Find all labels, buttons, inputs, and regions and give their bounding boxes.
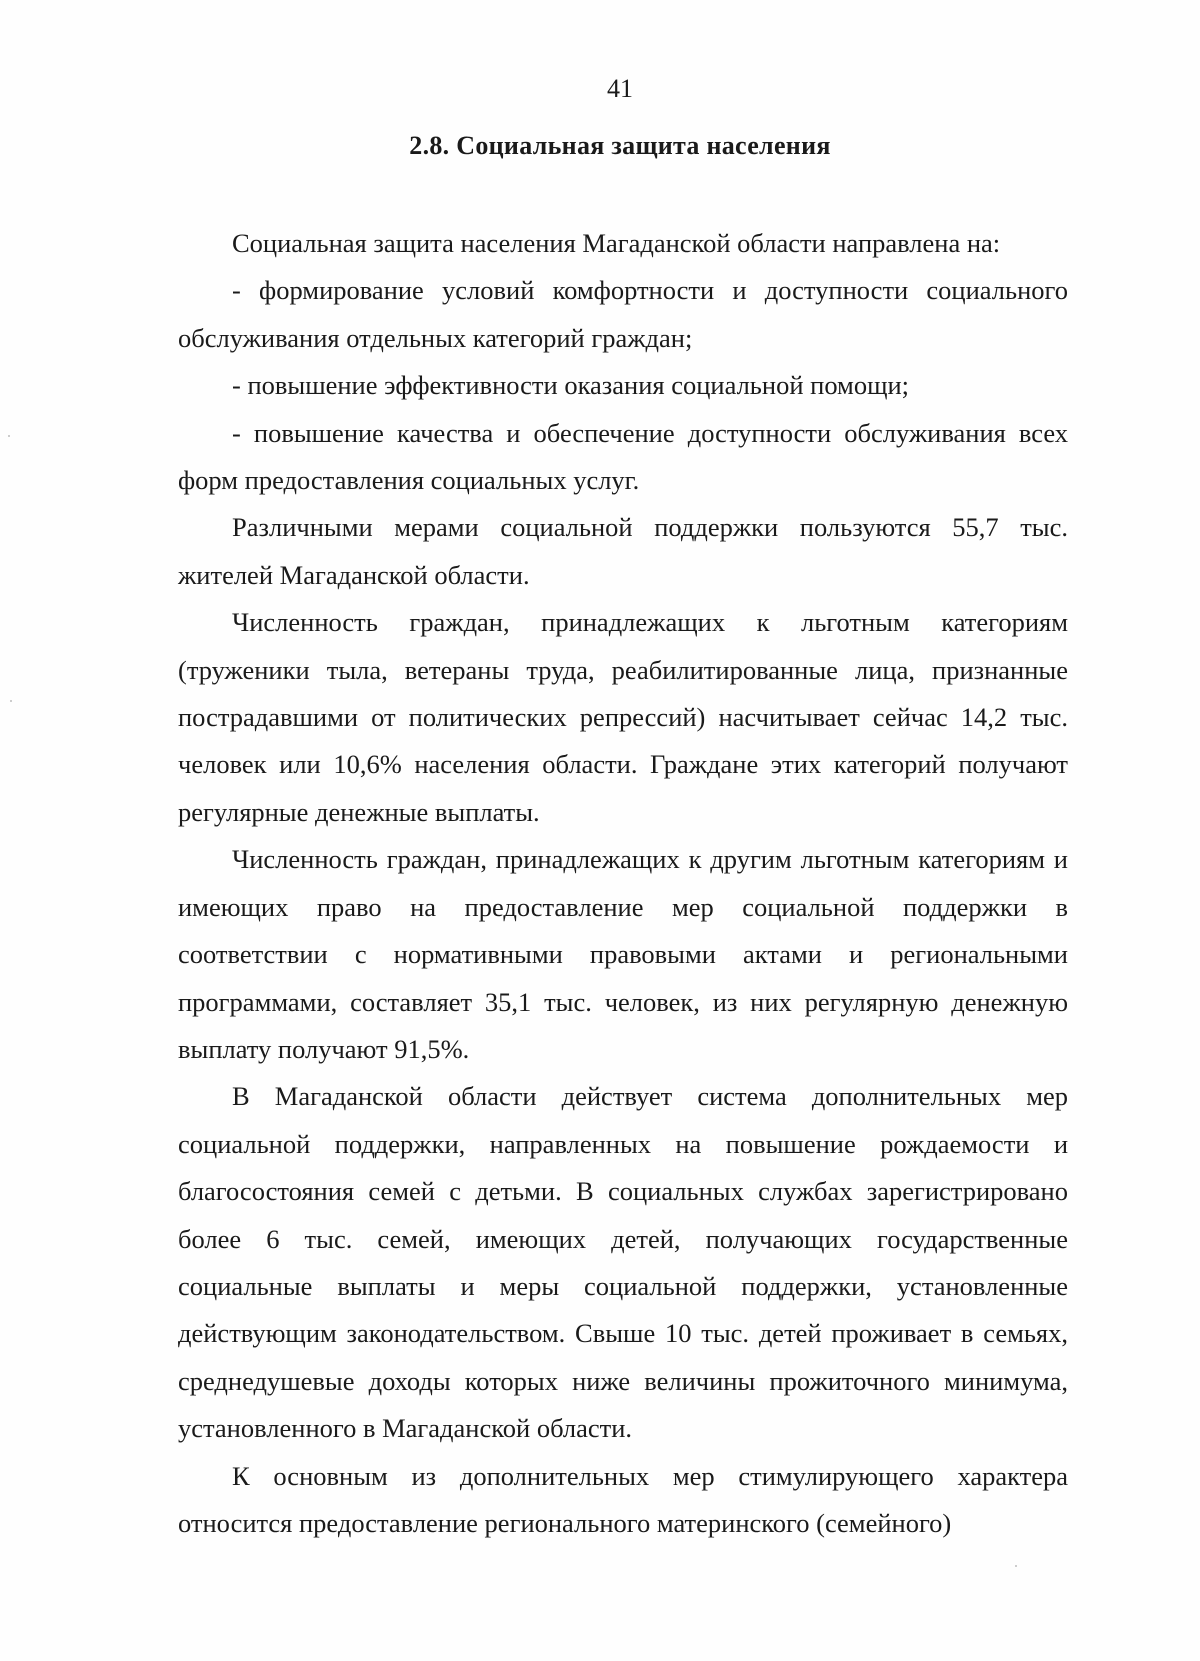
paragraph-privileged-categories: Численность граждан, принадлежащих к льготным категориям (труженики тыла, ветераны труда, реабилитированные лица, признанные пострадавшими от политических репрессий) насчитывает сейчас 14,2 тыс. человек или 10,6% населения области. Граждане этих категорий получают регулярные денежные выплаты. [178, 607, 1068, 827]
page-number: 41 [607, 74, 633, 103]
scan-speck [10, 700, 12, 702]
paragraph-bullet-2: - повышение эффективности оказания социальной помощи; [232, 370, 910, 401]
body-text [178, 220, 1068, 1547]
scan-speck [1015, 1565, 1017, 1567]
section-title: 2.8. Социальная защита населения [409, 131, 831, 160]
paragraph-family-support: В Магаданской области действует система дополнительных мер социальной поддержки, направленных на повышение рождаемости и благосостояния семей с детьми. В социальных службах зарегистрировано более 6 тыс. семей, имеющих детей, получающих государственные социальные выплаты и меры социальной поддержки, установленные действующим законодательством. Свыше 10 тыс. детей проживает в семьях, среднедушевые доходы которых ниже величины прожиточного минимума, установленного в Магаданской области. [178, 1081, 1068, 1444]
paragraph-support-measures: Различными мерами социальной поддержки пользуются 55,7 тыс. жителей Магаданской области. [178, 512, 1068, 590]
scan-speck [8, 435, 10, 437]
paragraph-stimulating-measures: К основным из дополнительных мер стимулирующего характера относится предоставление регионального материнского (семейного) [178, 1460, 1068, 1538]
paragraph-intro: Социальная защита населения Магаданской области направлена на: [232, 228, 1001, 258]
paragraph-bullet-1: - формирование условий комфортности и доступности социального обслуживания отдельных категорий граждан; [178, 275, 1068, 353]
paragraph-other-categories: Численность граждан, принадлежащих к другим льготным категориям и имеющих право на предоставление мер социальной поддержки в соответствии с нормативными правовыми актами и региональными программами, составляет 35,1 тыс. человек, из них регулярную денежную выплату получают 91,5%. [178, 844, 1068, 1064]
paragraph-bullet-3: - повышение качества и обеспечение доступности обслуживания всех форм предоставления социальных услуг. [178, 417, 1068, 496]
